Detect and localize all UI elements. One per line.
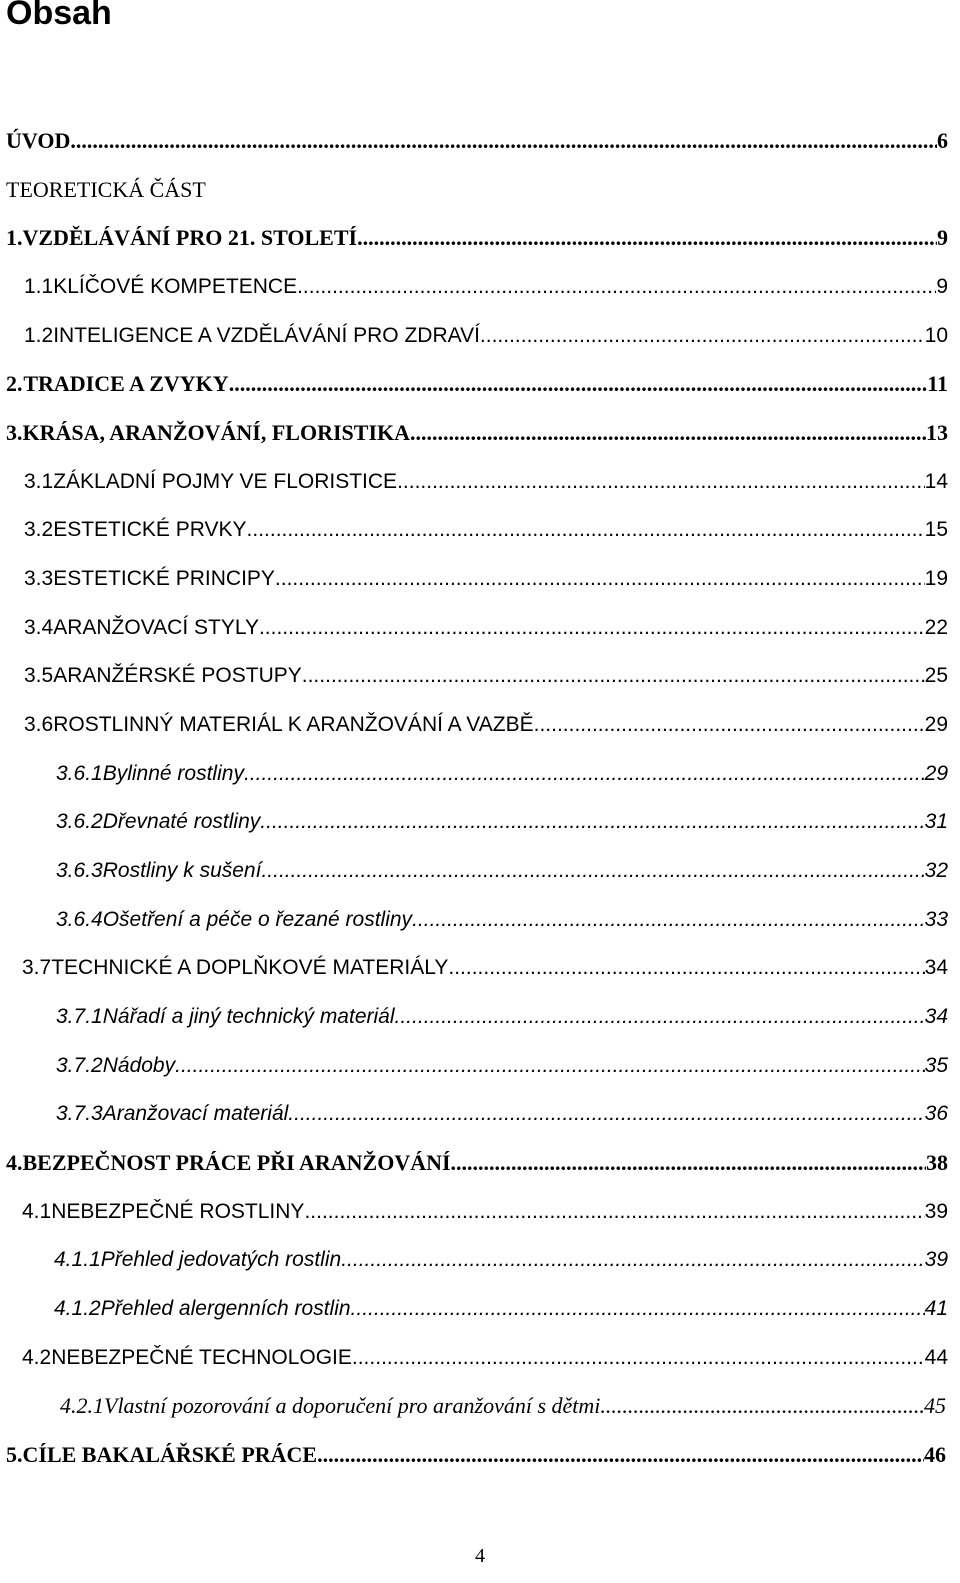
toc-entry-3-6-3[interactable] — [56, 856, 948, 886]
toc-entry-page: 29 — [924, 713, 948, 736]
toc-entry-number: 3.4 — [24, 616, 54, 639]
toc-leader-dots — [480, 321, 925, 351]
toc-entry-title: Nářadí a jiný technický materiál — [102, 1005, 395, 1028]
toc-entry-3-3[interactable] — [24, 564, 948, 594]
toc-entry-page: 38 — [926, 1150, 948, 1175]
toc-entry-number: 1. — [6, 225, 23, 250]
toc-entry-number: 3.3 — [24, 567, 54, 590]
toc-leader-dots — [297, 272, 936, 302]
toc-entry-3-1[interactable] — [24, 467, 948, 497]
toc-entry-number: 3.7 — [22, 956, 52, 979]
toc-entry-4-2-1[interactable] — [60, 1391, 946, 1421]
toc-entry-5[interactable] — [6, 1440, 946, 1470]
toc-entry-page: 14 — [924, 470, 948, 493]
toc-entry-uvod[interactable] — [6, 126, 948, 156]
toc-entry-1-1[interactable] — [24, 272, 948, 302]
toc-entry-4-1[interactable] — [22, 1197, 948, 1227]
toc-entry-title: ARANŽÉRSKÉ POSTUPY — [53, 664, 302, 687]
toc-entry-page: 31 — [924, 810, 948, 833]
toc-entry-title: ÚVOD — [6, 128, 71, 153]
toc-entry-number: 3.2 — [24, 518, 54, 541]
toc-leader-dots — [600, 1391, 924, 1421]
toc-leader-dots — [275, 564, 925, 594]
toc-entry-number: 5. — [6, 1442, 23, 1467]
toc-entry-3-4[interactable] — [24, 613, 948, 643]
toc-entry-page: 44 — [924, 1346, 948, 1369]
toc-entry-4-1-1[interactable] — [54, 1245, 948, 1275]
toc-entry-title: Přehled alergenních rostlin — [100, 1297, 351, 1320]
toc-entry-title: TECHNICKÉ A DOPLŇKOVÉ MATERIÁLY — [51, 956, 449, 979]
toc-entry-3-7-3[interactable] — [56, 1099, 948, 1129]
toc-leader-dots — [302, 661, 925, 691]
toc-entry-number: 2. — [6, 371, 23, 396]
toc-entry-number: 3.6.2 — [56, 810, 103, 833]
toc-entry-4[interactable] — [6, 1148, 948, 1178]
toc-entry-page: 10 — [924, 324, 948, 347]
toc-entry-number: 4.1 — [22, 1200, 52, 1223]
toc-leader-dots — [288, 1099, 924, 1129]
toc-entry-title: Rostliny k sušení — [102, 859, 262, 882]
toc-entry-number: 3.6.1 — [56, 762, 103, 785]
toc-leader-dots — [341, 1245, 924, 1275]
toc-entry-number: 3.6.3 — [56, 859, 103, 882]
toc-entry-title: Bylinné rostliny — [102, 762, 244, 785]
toc-leader-dots — [247, 515, 925, 545]
page-title: Obsah — [6, 0, 112, 32]
toc-entry-number: 4.1.1 — [54, 1248, 101, 1271]
toc-entry-3-6-2[interactable] — [56, 807, 948, 837]
toc-entry-teoreticka-cast[interactable] — [6, 175, 206, 205]
toc-leader-dots — [351, 1294, 925, 1324]
toc-leader-dots — [260, 807, 924, 837]
toc-leader-dots — [451, 1148, 926, 1178]
toc-entry-number: 4.2 — [22, 1346, 52, 1369]
toc-entry-title: INTELIGENCE A VZDĚLÁVÁNÍ PRO ZDRAVÍ — [53, 324, 480, 347]
toc-entry-title: TRADICE A ZVYKY — [23, 371, 229, 396]
toc-entry-title: TEORETICKÁ ČÁST — [6, 177, 206, 202]
toc-leader-dots — [397, 467, 925, 497]
toc-entry-page: 6 — [937, 128, 948, 153]
toc-entry-1-2[interactable] — [24, 321, 948, 351]
page-number: 4 — [475, 1545, 485, 1567]
toc-entry-title: Vlastní pozorování a doporučení pro aranžování s dětmi — [104, 1393, 601, 1418]
toc-leader-dots — [261, 856, 924, 886]
toc-entry-title: CÍLE BAKALÁŘSKÉ PRÁCE — [22, 1442, 318, 1467]
toc-entry-page: 22 — [924, 616, 948, 639]
toc-entry-title: VZDĚLÁVÁNÍ PRO 21. STOLETÍ — [22, 225, 358, 250]
toc-entry-number: 1.1 — [24, 275, 54, 298]
toc-entry-title: KLÍČOVÉ KOMPETENCE — [53, 275, 298, 298]
toc-entry-2[interactable] — [6, 369, 948, 399]
toc-entry-number: 3.6.4 — [56, 908, 103, 931]
toc-entry-title: ESTETICKÉ PRVKY — [53, 518, 247, 541]
toc-entry-number: 3.7.2 — [56, 1054, 103, 1077]
toc-entry-3-7-1[interactable] — [56, 1002, 948, 1032]
toc-entry-page: 34 — [924, 1005, 948, 1028]
toc-entry-page: 45 — [924, 1393, 946, 1418]
toc-entry-number: 3.1 — [24, 470, 54, 493]
toc-leader-dots — [317, 1440, 924, 1470]
toc-entry-3[interactable] — [6, 418, 948, 448]
toc-entry-3-6[interactable] — [24, 710, 948, 740]
toc-leader-dots — [534, 710, 925, 740]
toc-entry-title: NEBEZPEČNÉ ROSTLINY — [51, 1200, 305, 1223]
toc-leader-dots — [229, 369, 928, 399]
toc-entry-number: 4.2.1 — [60, 1393, 104, 1418]
toc-leader-dots — [357, 223, 937, 253]
toc-entry-page: 9 — [936, 275, 948, 298]
toc-entry-page: 32 — [924, 859, 948, 882]
toc-entry-number: 3.6 — [24, 713, 54, 736]
toc-leader-dots — [175, 1051, 925, 1081]
toc-entry-title: Dřevnaté rostliny — [102, 810, 261, 833]
toc-entry-title: Nádoby — [102, 1054, 176, 1077]
toc-entry-3-7[interactable] — [22, 953, 948, 983]
toc-entry-page: 25 — [924, 664, 948, 687]
toc-entry-title: NEBEZPEČNÉ TECHNOLOGIE — [51, 1346, 352, 1369]
toc-entry-page: 36 — [924, 1102, 948, 1125]
toc-entry-page: 15 — [924, 518, 948, 541]
toc-entry-number: 3.7.1 — [56, 1005, 103, 1028]
toc-entry-title: BEZPEČNOST PRÁCE PŘI ARANŽOVÁNÍ — [22, 1150, 451, 1175]
toc-entry-page: 33 — [924, 908, 948, 931]
toc-entry-page: 34 — [924, 956, 948, 979]
toc-entry-3-7-2[interactable] — [56, 1051, 948, 1081]
toc-entry-4-1-2[interactable] — [54, 1294, 948, 1324]
toc-entry-page: 39 — [924, 1200, 948, 1223]
toc-entry-title: Aranžovací materiál — [102, 1102, 289, 1125]
toc-entry-page: 39 — [924, 1248, 948, 1271]
toc-entry-number: 1.2 — [24, 324, 54, 347]
toc-leader-dots — [410, 418, 926, 448]
toc-entry-page: 29 — [924, 762, 948, 785]
toc-leader-dots — [395, 1002, 925, 1032]
toc-entry-number: 3.5 — [24, 664, 54, 687]
toc-leader-dots — [70, 126, 937, 156]
toc-entry-page: 13 — [926, 420, 948, 445]
toc-entry-4-2[interactable] — [22, 1343, 948, 1373]
toc-entry-3-5[interactable] — [24, 661, 948, 691]
toc-leader-dots — [259, 613, 925, 643]
toc-entry-3-6-4[interactable] — [56, 905, 948, 935]
toc-entry-title: ESTETICKÉ PRINCIPY — [53, 567, 275, 590]
toc-entry-page: 35 — [924, 1054, 948, 1077]
toc-entry-title: ROSTLINNÝ MATERIÁL K ARANŽOVÁNÍ A VAZBĚ — [53, 713, 534, 736]
toc-entry-number: 4.1.2 — [54, 1297, 101, 1320]
toc-entry-3-6-1[interactable] — [56, 759, 948, 789]
toc-leader-dots — [244, 759, 925, 789]
toc-entry-title: Ošetření a péče o řezané rostliny — [102, 908, 413, 931]
toc-entry-number: 3. — [6, 420, 23, 445]
toc-entry-1[interactable] — [6, 223, 948, 253]
toc-entry-title: KRÁSA, ARANŽOVÁNÍ, FLORISTIKA — [22, 420, 411, 445]
toc-entry-number: 4. — [6, 1150, 23, 1175]
toc-entry-page: 9 — [937, 225, 948, 250]
toc-leader-dots — [352, 1343, 925, 1373]
toc-entry-title: Přehled jedovatých rostlin — [100, 1248, 342, 1271]
toc-leader-dots — [448, 953, 924, 983]
toc-entry-page: 11 — [927, 371, 948, 396]
toc-leader-dots — [412, 905, 925, 935]
toc-entry-title: ZÁKLADNÍ POJMY VE FLORISTICE — [53, 470, 398, 493]
toc-entry-page: 41 — [924, 1297, 948, 1320]
toc-entry-page: 46 — [924, 1442, 946, 1467]
toc-entry-3-2[interactable] — [24, 515, 948, 545]
toc-leader-dots — [304, 1197, 924, 1227]
toc-entry-number: 3.7.3 — [56, 1102, 103, 1125]
toc-entry-title: ARANŽOVACÍ STYLY — [53, 616, 259, 639]
toc-entry-page: 19 — [924, 567, 948, 590]
